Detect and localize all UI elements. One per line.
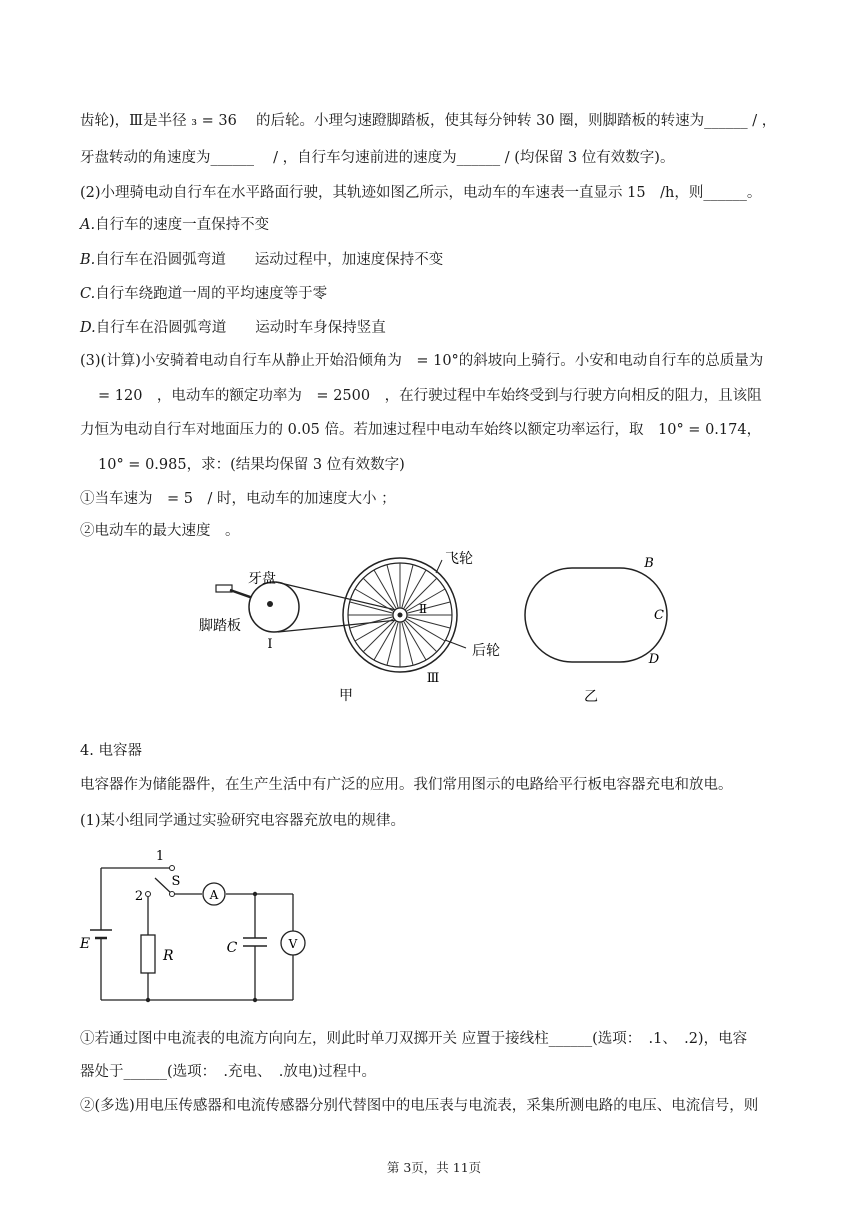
label-pedal: 脚踏板 — [199, 618, 241, 634]
chainring — [249, 582, 299, 632]
option-text: 自行车的速度一直保持不变 — [95, 217, 270, 233]
label-resistor: R — [163, 948, 174, 964]
q4-sub-2-line-1: ②(多选)用电压传感器和电流传感器分别代替图中的电压表与电流表，采集所测电路的电压、电流信号，则 — [80, 1098, 759, 1114]
label-II: Ⅱ — [418, 602, 428, 616]
label-D: D — [648, 652, 660, 667]
q3-sub-2: ②电动车的最大速度 。 — [80, 523, 240, 539]
q4-sub-1-line-1: ①若通过图中电流表的电流方向向左，则此时单刀双掷开关 应置于接线柱______(选项： .1、 .2)，电容 — [80, 1031, 748, 1047]
option-text: 自行车在沿圆弧弯道 运动过程中，加速度保持不变 — [95, 252, 444, 268]
option-letter: A. — [80, 217, 96, 233]
q3-option-a — [80, 215, 269, 235]
option-letter: B. — [80, 252, 96, 268]
label-voltmeter: V — [288, 937, 298, 951]
track — [525, 568, 667, 662]
q3-part-3: (3)(计算)小安骑着电动自行车从静止开始沿倾角为 = 10°的斜坡向上骑行。小安和电动自行车的总质量为 — [80, 353, 764, 369]
caption-a: 甲 — [339, 688, 353, 704]
capacitor-circuit-diagram — [0, 840, 868, 1010]
caption-b: 乙 — [584, 689, 598, 705]
label-ammeter: A — [209, 888, 219, 902]
label-I: I — [267, 637, 273, 652]
label-III: Ⅲ — [426, 671, 440, 686]
label-C: C — [654, 608, 664, 623]
q3-part-2: (2)小理骑电动自行车在水平路面行驶，其轨迹如图乙所示，电动车的车速表一直显示 15 /h，则______。 — [80, 185, 762, 201]
label-freewheel: 飞轮 — [445, 551, 473, 567]
label-chainring: 牙盘 — [248, 571, 276, 587]
label-switch: S — [171, 874, 181, 889]
q4-sub-1-line-2: 器处于______(选项： .充电、 .放电)过程中。 — [80, 1064, 377, 1080]
q3-part-3-line-2: = 120 ，电动车的额定功率为 = 2500 ，在行驶过程中车始终受到与行驶方向相反的阻力，且该阻 — [98, 388, 762, 404]
q3-sub-1: ①当车速为 = 5 / 时，电动车的加速度大小 ； — [80, 491, 396, 507]
label-terminal-2: 2 — [134, 889, 144, 904]
label-B: B — [644, 556, 654, 571]
q3-line-2: 牙盘转动的角速度为______ / ，自行车匀速前进的速度为______ / (均保留 3 位有效数字)。 — [80, 150, 675, 166]
q3-part-3-line-3: 力恒为电动自行车对地面压力的 0.05 倍。若加速过程中电动车始终以额定功率运行，取 10° = 0.174， — [80, 422, 762, 438]
q3-option-b — [80, 250, 443, 270]
q3-option-c — [80, 284, 327, 304]
page-footer: 第 3页，共 11页 — [386, 1160, 482, 1175]
rear-wheel — [343, 558, 466, 672]
label-capacitor: C — [226, 940, 238, 956]
bicycle-and-track-figure — [0, 545, 868, 715]
q3-option-d — [80, 318, 386, 338]
q4-intro: 电容器作为储能器件，在生产生活中有广泛的应用。我们常用图示的电路给平行板电容器充电和放电。 — [80, 777, 733, 793]
label-battery: E — [79, 936, 91, 952]
q4-part-1: (1)某小组同学通过实验研究电容器充放电的规律。 — [80, 813, 406, 829]
q3-part-3-line-4: 10° = 0.985，求：(结果均保留 3 位有效数字) — [98, 457, 405, 473]
option-letter: C. — [80, 286, 96, 302]
q3-line-1: 齿轮)，Ⅲ是半径 ₃ = 36 的后轮。小理匀速蹬脚踏板，使其每分钟转 30 圈，则脚踏板的转速为______ / ， — [80, 113, 777, 129]
option-text: 自行车绕跑道一周的平均速度等于零 — [95, 286, 328, 302]
label-rear-wheel: 后轮 — [472, 643, 500, 659]
label-terminal-1: 1 — [155, 849, 165, 864]
q4-title: 4. 电容器 — [80, 743, 142, 759]
option-text: 自行车在沿圆弧弯道 运动时车身保持竖直 — [95, 320, 386, 336]
option-letter: D. — [80, 320, 96, 336]
